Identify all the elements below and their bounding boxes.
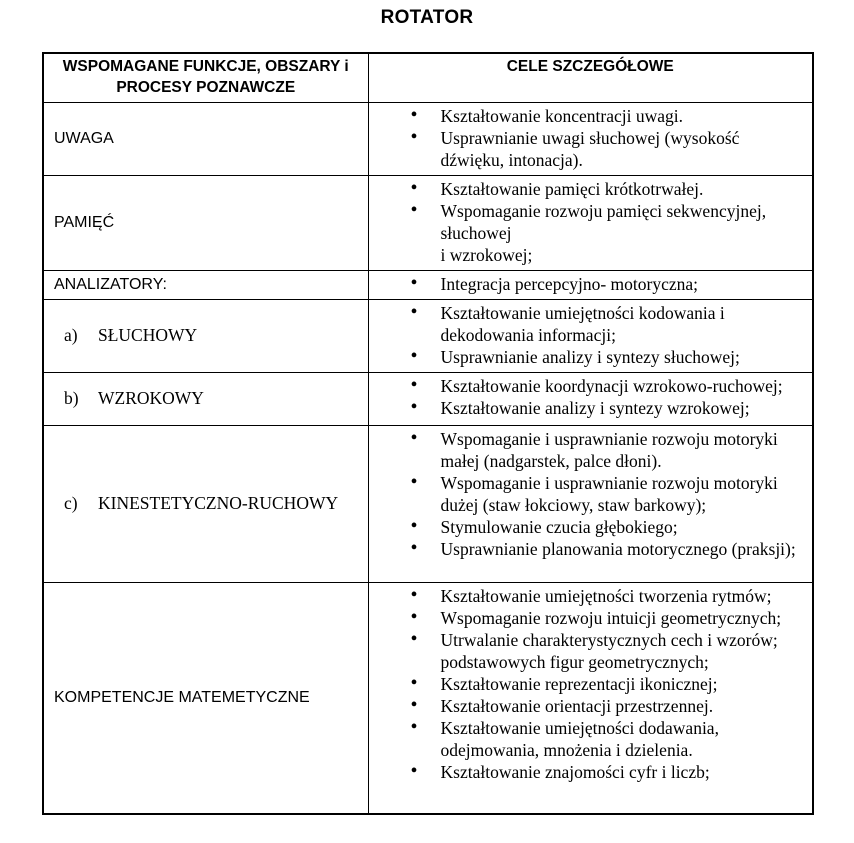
goal-item: • Kształtowanie umiejętności tworzenia rytmów;	[409, 585, 807, 607]
function-label-cell	[43, 582, 368, 814]
goal-item: • Usprawnianie planowania motorycznego (praksji);	[409, 538, 807, 560]
goals-cell	[368, 175, 813, 270]
goal-item: • Wspomaganie rozwoju pamięci sekwencyjnej, słuchowej i wzrokowej;	[409, 200, 807, 266]
goal-item: • Kształtowanie pamięci krótkotrwałej.	[409, 178, 807, 200]
function-label: SŁUCHOWY	[98, 325, 198, 346]
table-row	[43, 175, 813, 270]
label-prefix: c)	[64, 493, 78, 514]
goal-item: • Kształtowanie umiejętności kodowania i dekodowania informacji;	[409, 302, 807, 346]
function-label: KINESTETYCZNO-RUCHOWY	[98, 493, 339, 514]
table-row	[43, 102, 813, 175]
rotator-table	[42, 52, 814, 815]
function-label: WZROKOWY	[98, 388, 204, 409]
function-label-cell	[43, 270, 368, 299]
function-label: UWAGA	[54, 129, 114, 147]
goal-item: • Usprawnianie analizy i syntezy słuchowej;	[409, 346, 807, 368]
goals-list	[369, 273, 807, 295]
header-goals: CELE SZCZEGÓŁOWE	[368, 53, 813, 102]
goal-item: • Usprawnianie uwagi słuchowej (wysokość dźwięku, intonacja).	[409, 127, 807, 171]
goal-item: • Kształtowanie znajomości cyfr i liczb;	[409, 761, 807, 783]
table-body	[43, 102, 813, 814]
goal-item: • Stymulowanie czucia głębokiego;	[409, 516, 807, 538]
goal-item: • Kształtowanie reprezentacji ikonicznej;	[409, 673, 807, 695]
goals-cell	[368, 102, 813, 175]
table-row	[43, 270, 813, 299]
function-label-cell	[43, 372, 368, 425]
table-row	[43, 582, 813, 814]
goal-item: • Kształtowanie umiejętności dodawania, odejmowania, mnożenia i dzielenia.	[409, 717, 807, 761]
goals-list	[369, 302, 807, 368]
goal-item: • Kształtowanie koordynacji wzrokowo-ruchowej;	[409, 375, 807, 397]
function-label-cell	[43, 102, 368, 175]
table-row	[43, 425, 813, 582]
goals-cell	[368, 270, 813, 299]
goals-cell	[368, 425, 813, 582]
goals-list	[369, 375, 807, 419]
goal-item: • Kształtowanie koncentracji uwagi.	[409, 105, 807, 127]
goals-cell	[368, 299, 813, 372]
goal-item: • Integracja percepcyjno- motoryczna;	[409, 273, 807, 295]
table-row	[43, 372, 813, 425]
goals-list	[369, 105, 807, 171]
goals-cell	[368, 372, 813, 425]
function-label-cell	[43, 299, 368, 372]
goal-item: • Utrwalanie charakterystycznych cech i wzorów; podstawowych figur geometrycznych;	[409, 629, 807, 673]
function-label-cell	[43, 175, 368, 270]
goals-list	[369, 178, 807, 266]
goals-list	[369, 428, 807, 560]
goals-list	[369, 585, 807, 783]
header-row	[43, 53, 813, 102]
page-title: ROTATOR	[380, 7, 474, 28]
function-label-cell	[43, 425, 368, 582]
table-row	[43, 299, 813, 372]
function-label: ANALIZATORY:	[54, 275, 167, 293]
label-prefix: b)	[64, 388, 79, 409]
goal-item: • Kształtowanie orientacji przestrzennej.	[409, 695, 807, 717]
goals-cell	[368, 582, 813, 814]
goal-item: • Kształtowanie analizy i syntezy wzrokowej;	[409, 397, 807, 419]
header-functions: WSPOMAGANE FUNKCJE, OBSZARY i PROCESY POZNAWCZE	[43, 53, 368, 102]
goal-item: • Wspomaganie rozwoju intuicji geometrycznych;	[409, 607, 807, 629]
label-prefix: a)	[64, 325, 78, 346]
function-label: KOMPETENCJE MATEMETYCZNE	[54, 689, 310, 707]
function-label: PAMIĘĆ	[54, 213, 115, 231]
goal-item: • Wspomaganie i usprawnianie rozwoju motoryki małej (nadgarstek, palce dłoni).	[409, 428, 807, 472]
goal-item: • Wspomaganie i usprawnianie rozwoju motoryki dużej (staw łokciowy, staw barkowy);	[409, 472, 807, 516]
